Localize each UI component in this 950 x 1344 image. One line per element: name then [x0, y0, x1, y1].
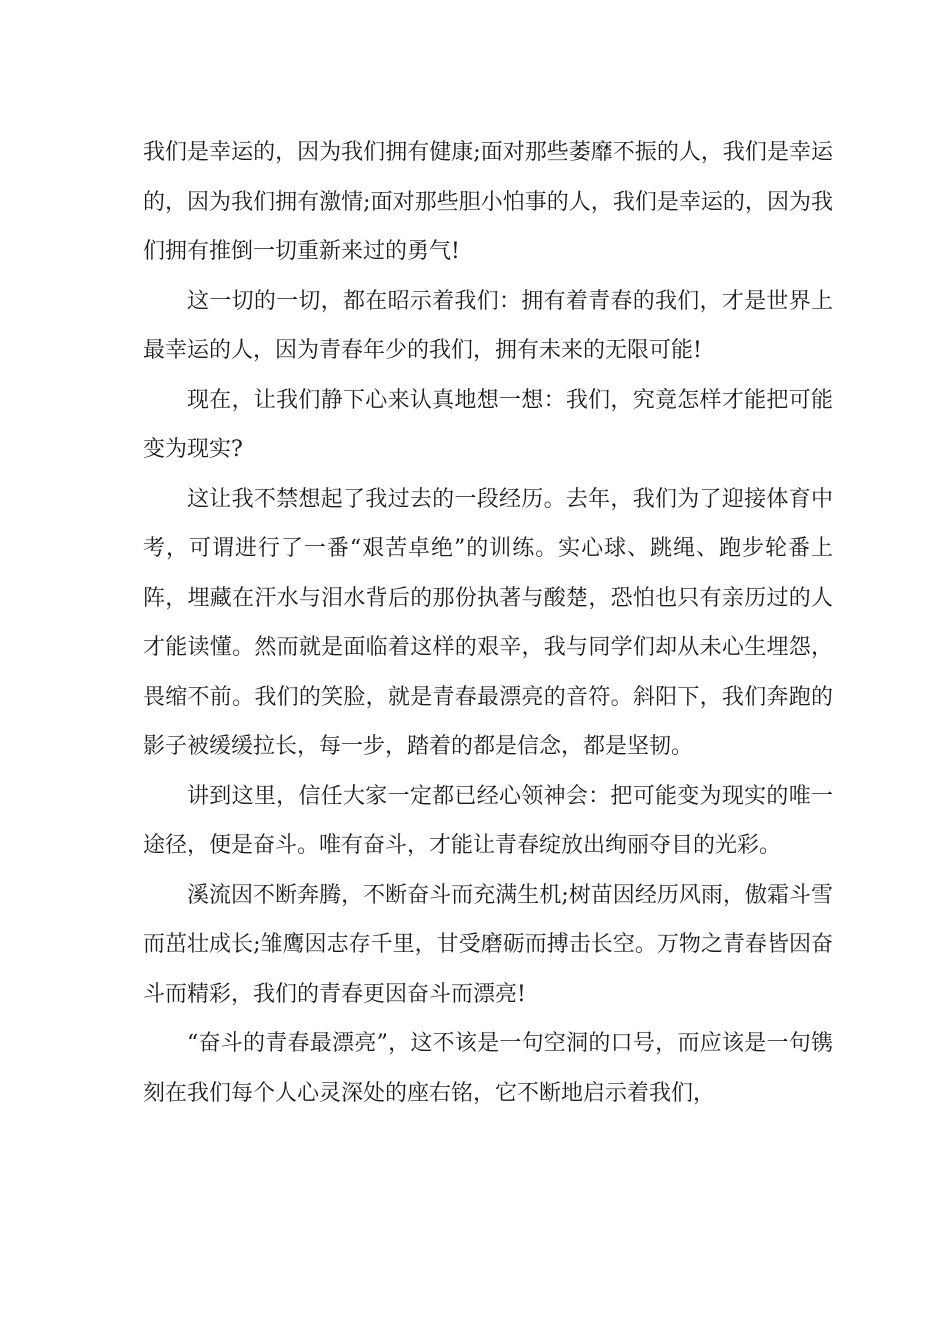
- paragraph-3: 现在，让我们静下心来认真地想一想：我们，究竟怎样才能把可能变为现实?: [143, 387, 833, 462]
- paragraph-6: 溪流因不断奔腾，不断奋斗而充满生机;树苗因经历风雨，傲霜斗雪而茁壮成长;雏鹰因志存千里，甘受磨砺而搏击长空。万物之青春皆因奋斗而精彩，我们的青春更因奋斗而漂亮!: [143, 882, 833, 1007]
- body-text: [143, 128, 833, 1118]
- paragraph-2: 这一切的一切，都在昭示着我们：拥有着青春的我们，才是世界上最幸运的人，因为青春年少的我们，拥有未来的无限可能!: [143, 288, 833, 363]
- paragraph-5: 讲到这里，信任大家一定都已经心领神会：把可能变为现实的唯一途径，便是奋斗。唯有奋斗，才能让青春绽放出绚丽夺目的光彩。: [143, 783, 833, 858]
- paragraph-1: 我们是幸运的，因为我们拥有健康;面对那些萎靡不振的人，我们是幸运的，因为我们拥有激情;面对那些胆小怕事的人，我们是幸运的，因为我们拥有推倒一切重新来过的勇气!: [143, 140, 833, 264]
- paragraph-4: 这让我不禁想起了我过去的一段经历。去年，我们为了迎接体育中考，可谓进行了一番“艰苦卓绝”的训练。实心球、跳绳、跑步轮番上阵，埋藏在汗水与泪水背后的那份执著与酸楚，恐怕也只有亲历过的人才能读懂。然而就是面临着这样的艰辛，我与同学们却从未心生埋怨，畏缩不前。我们的笑脸，就是青春最漂亮的音符。斜阳下，我们奔跑的影子被缓缓拉长，每一步，踏着的都是信念，都是坚韧。: [143, 486, 833, 759]
- paragraph-7: “奋斗的青春最漂亮”，这不该是一句空洞的口号，而应该是一句镌刻在我们每个人心灵深处的座右铭，它不断地启示着我们，: [143, 1031, 833, 1106]
